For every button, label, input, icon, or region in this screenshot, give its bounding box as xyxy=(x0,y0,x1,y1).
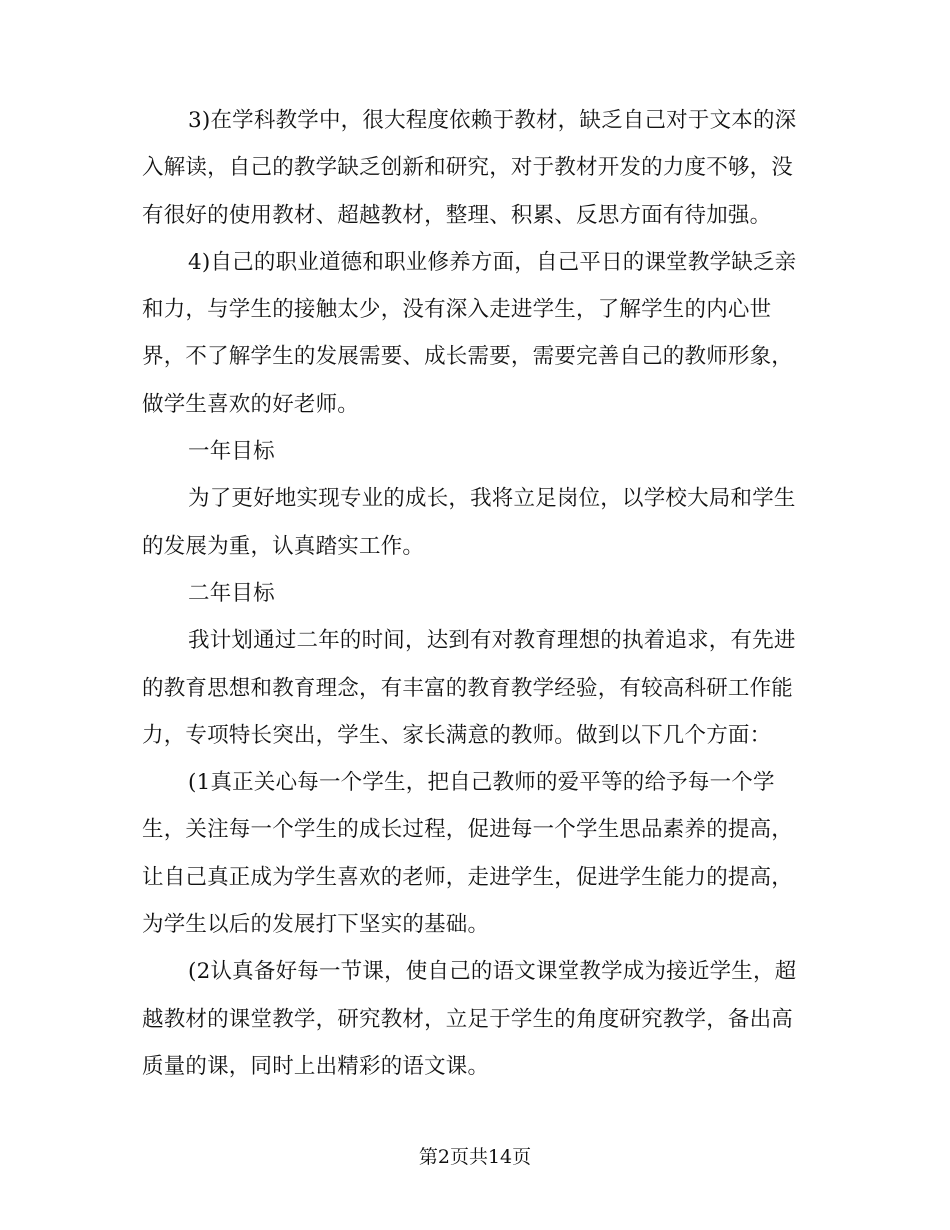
text-line: 界，不了解学生的发展需要、成长需要，需要完善自己的教师形象， xyxy=(142,344,794,370)
document-body xyxy=(142,97,802,1090)
text-line: (2认真备好每一节课，使自己的语文课堂教学成为接近学生，超 xyxy=(188,959,797,985)
text-line: 我计划通过二年的时间，达到有对教育理想的执着追求，有先进 xyxy=(188,628,796,654)
paragraph xyxy=(142,759,802,948)
paragraph xyxy=(142,617,802,759)
section-heading-text: 一年目标 xyxy=(188,439,275,465)
section-heading-text: 二年目标 xyxy=(188,580,275,606)
paragraph xyxy=(142,97,802,239)
text-line: 做学生喜欢的好老师。 xyxy=(142,391,360,417)
text-line: 为了更好地实现专业的成长，我将立足岗位，以学校大局和学生 xyxy=(188,486,796,512)
text-line: 让自己真正成为学生喜欢的老师，走进学生，促进学生能力的提高， xyxy=(142,864,794,890)
text-line: 质量的课，同时上出精彩的语文课。 xyxy=(142,1053,490,1079)
text-line: 入解读，自己的教学缺乏创新和研究，对于教材开发的力度不够，没 xyxy=(142,155,794,181)
text-line: 3)在学科教学中，很大程度依赖于教材，缺乏自己对于文本的深 xyxy=(188,108,797,133)
text-line: 力，专项特长突出，学生、家长满意的教师。做到以下几个方面： xyxy=(142,722,772,748)
text-line: (1真正关心每一个学生，把自己教师的爱平等的给予每一个学 xyxy=(188,770,775,796)
section-heading xyxy=(142,428,802,475)
text-line: 为学生以后的发展打下坚实的基础。 xyxy=(142,912,490,938)
paragraph xyxy=(142,948,802,1090)
section-heading xyxy=(142,570,802,617)
text-line: 和力，与学生的接触太少，没有深入走进学生，了解学生的内心世 xyxy=(142,297,772,323)
text-line: 4)自己的职业道德和职业修养方面，自己平日的课堂教学缺乏亲 xyxy=(188,249,797,275)
text-line: 生，关注每一个学生的成长过程，促进每一个学生思品素养的提高， xyxy=(142,817,794,843)
text-line: 越教材的课堂教学，研究教材，立足于学生的角度研究教学，备出高 xyxy=(142,1006,794,1032)
text-line: 的发展为重，认真踏实工作。 xyxy=(142,533,425,559)
text-line: 有很好的使用教材、超越教材，整理、积累、反思方面有待加强。 xyxy=(142,202,772,228)
page-number-footer: 第2页共14页 xyxy=(418,1146,532,1168)
paragraph xyxy=(142,475,802,570)
text-line: 的教育思想和教育理念，有丰富的教育教学经验，有较高科研工作能 xyxy=(142,675,794,701)
paragraph xyxy=(142,239,802,428)
